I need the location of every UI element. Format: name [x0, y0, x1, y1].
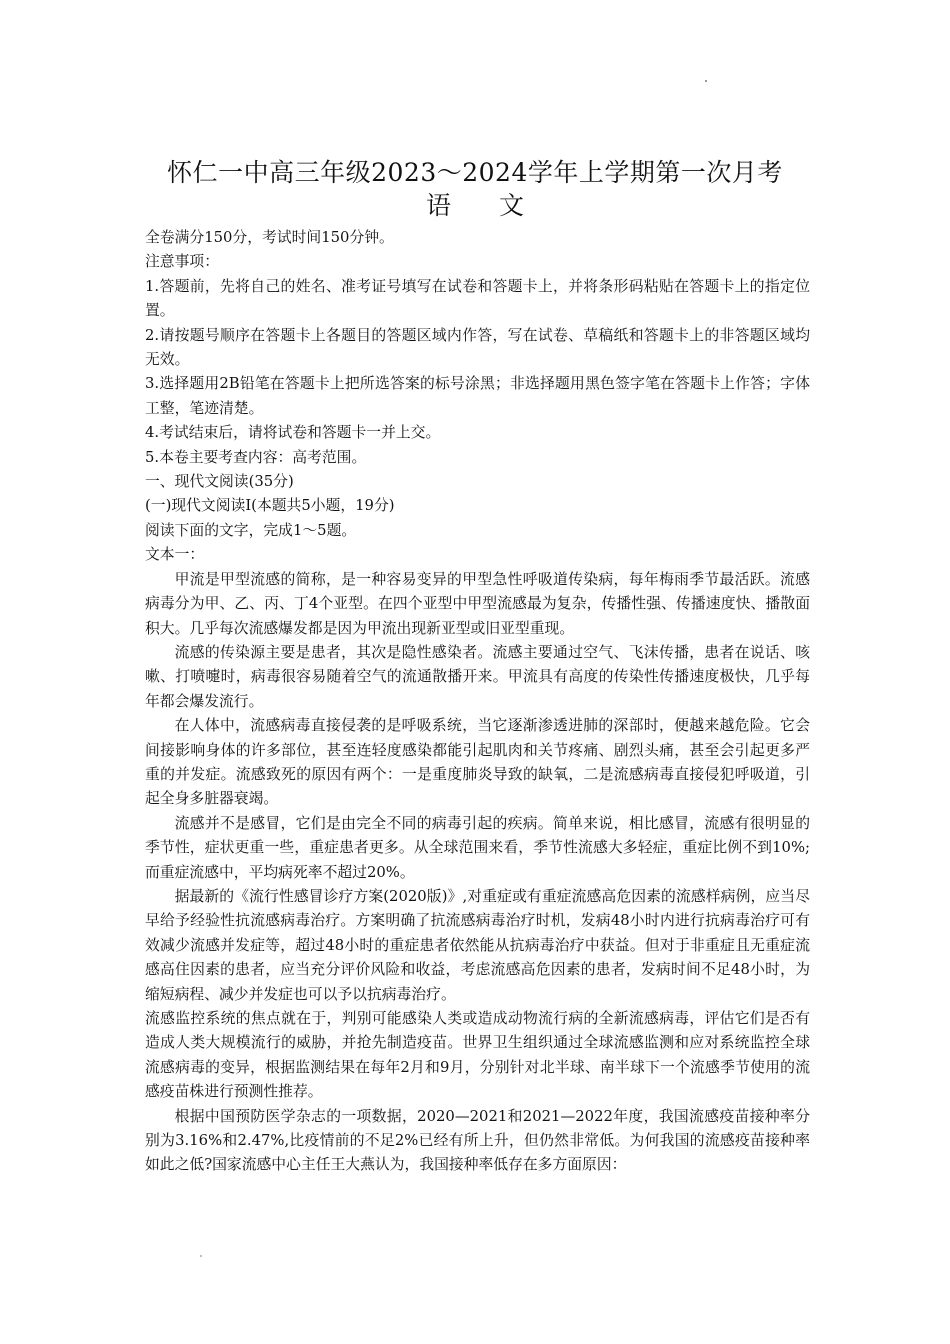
paragraph: 全卷满分150分，考试时间150分钟。 — [145, 229, 394, 246]
exam-title: 怀仁一中高三年级2023～2024学年上学期第一次月考 — [167, 157, 783, 187]
paragraph: 1.答题前，先将自己的姓名、准考证号填写在试卷和答题卡上，并将条形码粘贴在答题卡上的指定位置。 — [145, 277, 810, 320]
document-body — [145, 226, 810, 1178]
paragraph: (一)现代文阅读Ⅰ(本题共5小题，19分) — [145, 497, 395, 515]
paragraph: 阅读下面的文字，完成1～5题。 — [145, 521, 357, 539]
paragraph: 4.考试结束后，请将试卷和答题卡一并上交。 — [145, 424, 441, 442]
paragraph: 流感并不是感冒，它们是由完全不同的病毒引起的疾病。简单来说，相比感冒，流感有很明显的季节性，症状更重一些，重症患者更多。从全球范围来看，季节性流感大多轻症，重症比例不到10%;而重症流感中，平均病死率不超过20%。 — [145, 814, 810, 881]
paragraph: 2.请按题号顺序在答题卡上各题目的答题区域内作答，写在试卷、草稿纸和答题卡上的非答题区域均无效。 — [145, 326, 810, 369]
paragraph: 一、现代文阅读(35分) — [145, 473, 294, 491]
exam-subject: 语文 — [425, 191, 572, 220]
paragraph: 据最新的《流行性感冒诊疗方案(2020版)》,对重症或有重症流感高危因素的流感样病例，应当尽早给予经验性抗流感病毒治疗。方案明确了抗流感病毒治疗时机，发病48小时内进行抗病毒治疗可有效减少流感并发症等，超过48小时的重症患者依然能从抗病毒治疗中获益。但对于非重症且无重症流感高住因素的患者，应当充分评价风险和收益，考虑流感高危因素的患者，发病时间不足48小时，为缩短病程、减少并发症也可以予以抗病毒治疗。 — [145, 887, 810, 1003]
paragraph: 流感监控系统的焦点就在于，判别可能感染人类或造成动物流行病的全新流感病毒，评估它们是否有造成人类大规模流行的威胁，并抢先制造疫苗。世界卫生组织通过全球流感监测和应对系统监控全球流感病毒的变异，根据监测结果在每年2月和9月，分别针对北半球、南半球下一个流感季节使用的流感疫苗株进行预测性推荐。 — [145, 1010, 810, 1101]
paragraph: 甲流是甲型流感的简称，是一种容易变异的甲型急性呼吸道传染病，每年梅雨季节最活跃。流感病毒分为甲、乙、丙、丁4个亚型。在四个亚型中甲型流感最为复杂，传播性强、传播速度快、播散面积大。几乎每次流感爆发都是因为甲流出现新亚型或旧亚型重现。 — [145, 570, 810, 637]
scan-speck — [200, 1255, 202, 1257]
scan-speck — [705, 80, 707, 82]
paragraph: 流感的传染源主要是患者，其次是隐性感染者。流感主要通过空气、飞沫传播，患者在说话、咳嗽、打喷嚏时，病毒很容易随着空气的流通散播开来。甲流具有高度的传染性传播速度极快，几乎每年都会爆发流行。 — [145, 643, 810, 710]
paragraph: 根据中国预防医学杂志的一项数据，2020—2021和2021—2022年度，我国流感疫苗接种率分别为3.16%和2.47%,比疫情前的不足2%已经有所上升，但仍然非常低。为何我国的流感疫苗接种率如此之低?国家流感中心主任王大燕认为，我国接种率低存在多方面原因： — [145, 1107, 810, 1174]
paragraph: 3.选择题用2B铅笔在答题卡上把所选答案的标号涂黑；非选择题用黑色签字笔在答题卡上作答；字体工整，笔迹清楚。 — [145, 375, 810, 417]
paragraph: 5.本卷主要考查内容：高考范围。 — [145, 448, 367, 466]
paragraph: 在人体中，流感病毒直接侵袭的是呼吸系统，当它逐渐渗透进肺的深部时，便越来越危险。它会间接影响身体的许多部位，甚至连轻度感染都能引起肌肉和关节疼痛、剧烈头痛，甚至会引起更多严重的并发症。流感致死的原因有两个：一是重度肺炎导致的缺氧，二是流感病毒直接侵犯呼吸道，引起全身多脏器衰竭。 — [145, 717, 810, 808]
paragraph: 注意事项： — [145, 253, 219, 271]
paragraph: 文本一： — [145, 546, 205, 564]
